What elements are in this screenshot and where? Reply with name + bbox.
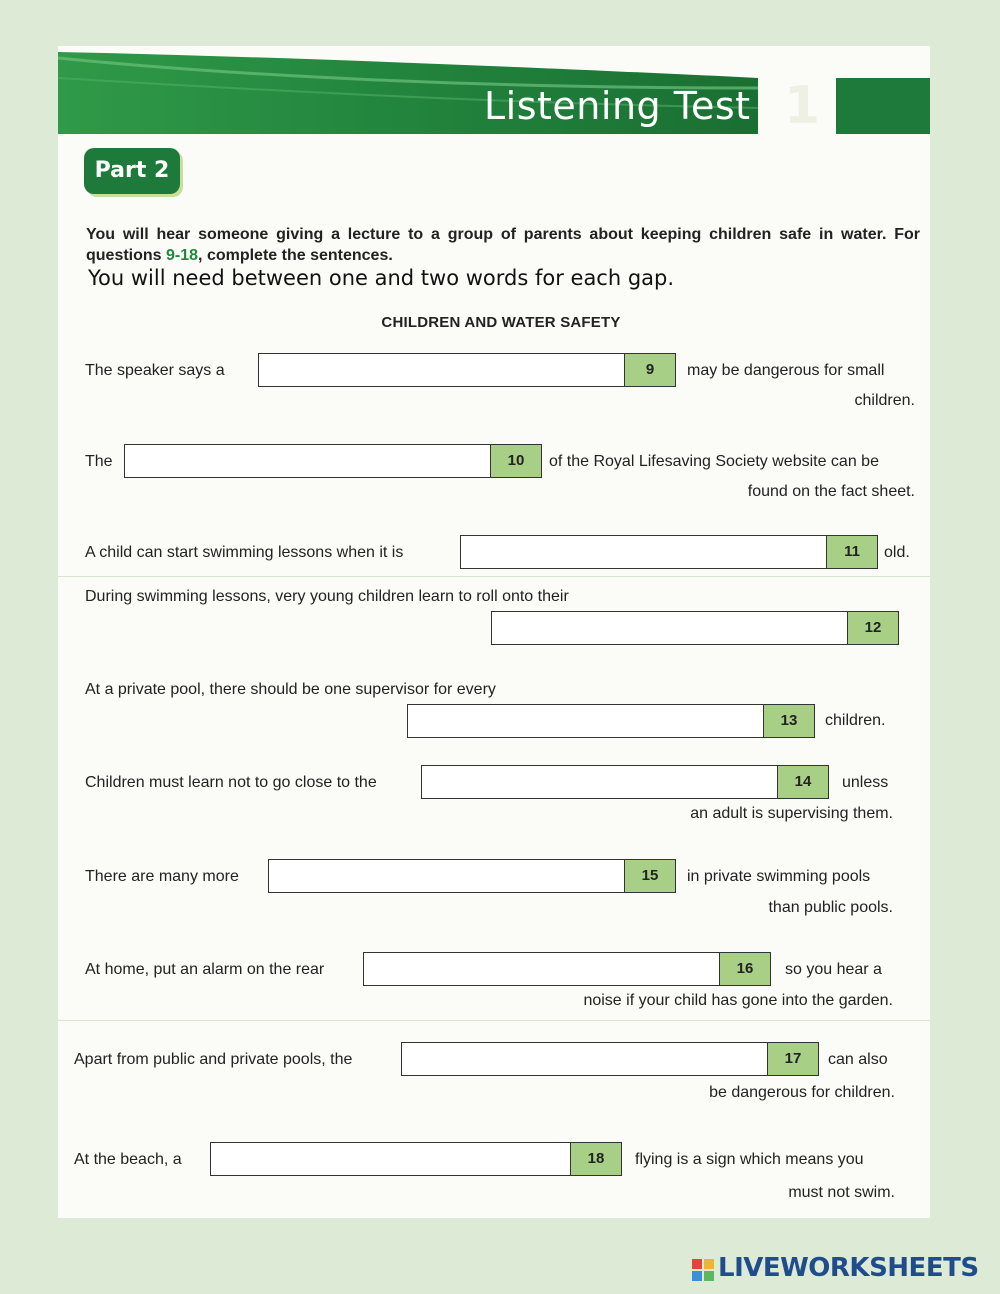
- q18-before: At the beach, a: [74, 1151, 182, 1168]
- q13-after: children.: [825, 712, 886, 729]
- q15-after2: than public pools.: [768, 899, 893, 916]
- gap-number: 17: [767, 1043, 818, 1075]
- q18-after: flying is a sign which means you: [635, 1151, 864, 1168]
- answer-gap-15[interactable]: [268, 859, 676, 893]
- answer-gap-10[interactable]: [124, 444, 542, 478]
- q11-before: A child can start swimming lessons when it is: [85, 544, 404, 561]
- q16-before: At home, put an alarm on the rear: [85, 961, 325, 978]
- q15-after: in private swimming pools: [687, 868, 871, 885]
- answer-gap-14[interactable]: [421, 765, 829, 799]
- q10-after: of the Royal Lifesaving Society website can be: [549, 453, 879, 470]
- q9-before: The speaker says a: [85, 362, 225, 379]
- q10-before: The: [85, 453, 113, 470]
- gap-number: 10: [490, 445, 541, 477]
- gap-number: 15: [624, 860, 675, 892]
- q17-after2: be dangerous for children.: [709, 1084, 895, 1101]
- gap-number: 11: [826, 536, 877, 568]
- gap-number: 12: [847, 612, 898, 644]
- divider: [58, 576, 930, 577]
- answer-gap-16[interactable]: [363, 952, 771, 986]
- gap-number: 9: [624, 354, 675, 386]
- instructions-text: You will hear someone giving a lecture to a group of parents about keeping children safe in water. For questions: [86, 226, 920, 264]
- q17-after: can also: [828, 1051, 888, 1068]
- liveworksheets-logo[interactable]: LIVEWORKSHEETS: [718, 1253, 979, 1283]
- answer-gap-12[interactable]: [491, 611, 899, 645]
- part-badge: Part 2: [84, 148, 180, 194]
- instructions: [86, 224, 920, 266]
- gap-number: 14: [777, 766, 828, 798]
- q13-before: At a private pool, there should be one supervisor for every: [85, 681, 496, 698]
- q11-after: old.: [884, 544, 910, 561]
- q12-before: During swimming lessons, very young children learn to roll onto their: [85, 588, 569, 605]
- instructions-text-end: , complete the sentences.: [198, 247, 393, 264]
- q10-after2: found on the fact sheet.: [747, 483, 915, 500]
- answer-gap-18[interactable]: [210, 1142, 622, 1176]
- answer-gap-13[interactable]: [407, 704, 815, 738]
- q9-after2: children.: [854, 392, 915, 409]
- q16-after: so you hear a: [785, 961, 882, 978]
- answer-gap-11[interactable]: [460, 535, 878, 569]
- q16-after2: noise if your child has gone into the garden.: [583, 992, 893, 1009]
- worksheet-page: [58, 46, 930, 1218]
- q9-after: may be dangerous for small: [687, 362, 885, 379]
- q14-after: unless: [842, 774, 889, 791]
- banner-test-number: 1: [784, 76, 821, 136]
- q15-before: There are many more: [85, 868, 239, 885]
- q14-after2: an adult is supervising them.: [690, 805, 893, 822]
- divider: [58, 1020, 930, 1021]
- liveworksheets-logo-icon: [692, 1259, 714, 1281]
- q17-before: Apart from public and private pools, the: [74, 1051, 353, 1068]
- gap-number: 16: [719, 953, 770, 985]
- q18-after2: must not swim.: [788, 1184, 895, 1201]
- question-range: 9-18: [166, 247, 199, 264]
- q14-before: Children must learn not to go close to the: [85, 774, 377, 791]
- gap-number: 18: [570, 1143, 621, 1175]
- answer-gap-17[interactable]: [401, 1042, 819, 1076]
- header-banner: [58, 48, 930, 136]
- instructions-extra: You will need between one and two words for each gap.: [88, 266, 675, 290]
- banner-title: Listening Test: [484, 84, 751, 128]
- answer-gap-9[interactable]: [258, 353, 676, 387]
- worksheet-heading: CHILDREN AND WATER SAFETY: [381, 314, 621, 331]
- gap-number: 13: [763, 705, 814, 737]
